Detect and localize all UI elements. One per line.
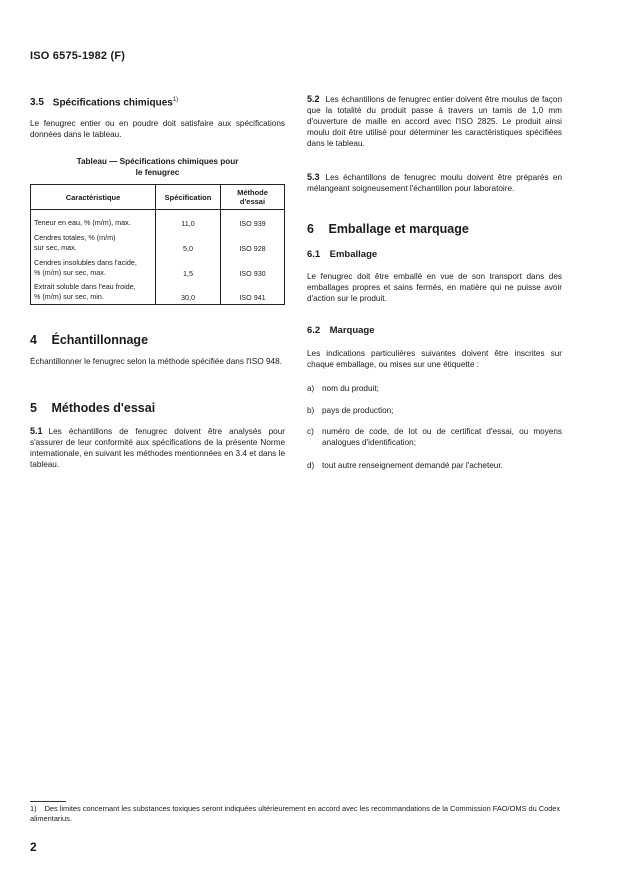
section-number: 4	[30, 333, 37, 347]
section-number: 5.1	[30, 426, 43, 436]
characteristic-line-1: Teneur en eau, % (m/m), max.	[34, 217, 131, 227]
section-4-heading	[30, 333, 285, 347]
section-number: 5	[30, 401, 37, 415]
cell-method: ISO 941	[221, 278, 285, 305]
list-item-text: pays de production;	[322, 406, 394, 415]
section-title: Emballage	[329, 249, 378, 260]
section-6-2-heading	[307, 325, 562, 336]
characteristic-line-1: Extrait soluble dans l'eau froide,	[34, 282, 136, 291]
cell-specification: 30,0	[156, 278, 221, 305]
section-6-heading	[307, 222, 562, 236]
table-row	[31, 210, 285, 228]
cell-characteristic	[31, 228, 156, 253]
cell-method: ISO 930	[221, 253, 285, 278]
column-header-specification: Spécification	[156, 185, 221, 210]
section-6-1-text: Le fenugrec doit être emballé en vue de son transport dans des emballages propres et sains fermés, en matière qui ne puisse avoir d'action sur le produit.	[307, 272, 562, 303]
characteristic-line-1: Cendres totales, % (m/m)	[34, 232, 116, 242]
cell-characteristic	[31, 253, 156, 278]
section-6-1-heading	[307, 249, 562, 260]
column-header-method: Méthode d'essai	[221, 185, 285, 210]
section-3-5-heading	[30, 97, 285, 108]
footnote-text: Des limites concernant les substances toxiques seront indiquées ultérieurement en accord avec les recommandations de la Commission FAO/OMS du Codex alimentarius.	[30, 804, 561, 823]
section-5-heading	[30, 401, 285, 415]
list-item-label: d)	[307, 461, 315, 470]
footnote	[30, 804, 590, 824]
list-item-text: nom du produit;	[322, 384, 379, 393]
cell-method: ISO 928	[221, 228, 285, 253]
section-number: 6	[307, 222, 314, 236]
section-6-2-text: Les indications particulières suivantes doivent être inscrites sur chaque emballage, ou mises sur une étiquette :	[307, 349, 562, 369]
list-item-label: b)	[307, 406, 315, 415]
page-number: 2	[30, 840, 37, 854]
section-5-1-text	[30, 426, 285, 470]
table-row	[31, 253, 285, 278]
footnote-mark: 1)	[30, 804, 37, 813]
section-title: Emballage et marquage	[328, 222, 469, 236]
section-5-2-text	[307, 94, 562, 149]
footnote-rule	[30, 801, 66, 802]
list-item-text: numéro de code, de lot ou de certificat d'essai, ou moyens analogues d'identification;	[322, 427, 562, 447]
section-number: 6.2	[307, 325, 321, 336]
list-item	[307, 405, 562, 417]
table-row	[31, 278, 285, 305]
footnote-reference: 1)	[172, 97, 179, 103]
paragraph-text: Les échantillons de fenugrec doivent être analysés pour s'assurer de leur conformité aux spécifications de la présente Norme internationale, en suivant les méthodes mentionnées en 3.4 et dans le tableau.	[30, 427, 285, 469]
section-4-text: Échantillonner le fenugrec selon la méthode spécifiée dans l'ISO 948.	[30, 357, 282, 366]
section-5-3-text	[307, 172, 562, 194]
section-number: 5.2	[307, 94, 320, 104]
paragraph-text: Les échantillons de fenugrec moulu doivent être préparés en mélangeant soigneusement l'échantillon pour laboratoire.	[307, 173, 562, 193]
section-3-5-text: Le fenugrec entier ou en poudre doit satisfaire aux spécifications données dans le tableau.	[30, 119, 285, 139]
document-header: ISO 6575-1982 (F)	[30, 50, 126, 62]
cell-specification: 5,0	[156, 228, 221, 253]
section-number: 6.1	[307, 249, 321, 260]
list-item	[307, 426, 562, 450]
section-number: 3.5	[30, 97, 44, 109]
characteristic-line-2: sur sec, max.	[34, 242, 77, 252]
cell-method: ISO 939	[221, 210, 285, 228]
table-caption-line-1: Tableau — Spécifications chimiques pour	[76, 157, 239, 166]
table-header-row	[31, 185, 285, 210]
cell-specification: 1,5	[156, 253, 221, 278]
section-title: Marquage	[329, 325, 375, 336]
cell-characteristic	[31, 278, 156, 305]
section-title: Échantillonnage	[51, 333, 149, 347]
cell-characteristic	[31, 210, 156, 228]
list-item	[307, 460, 562, 472]
table-row	[31, 228, 285, 253]
list-item-text: tout autre renseignement demandé par l'acheteur.	[322, 461, 503, 470]
table-caption-line-2: le fenugrec	[135, 168, 180, 177]
specifications-table	[30, 184, 285, 305]
list-item	[307, 383, 562, 395]
table-caption	[30, 156, 285, 178]
section-number: 5.3	[307, 172, 320, 182]
section-title: Spécifications chimiques	[52, 97, 173, 109]
list-item-label: a)	[307, 384, 315, 393]
characteristic-line-1: Cendres insolubles dans l'acide,	[34, 257, 137, 267]
cell-specification: 11,0	[156, 210, 221, 228]
characteristic-line-2: % (m/m) sur sec, min.	[34, 292, 104, 301]
characteristic-line-2: % (m/m) sur sec, max.	[34, 267, 106, 277]
list-item-label: c)	[307, 427, 314, 436]
column-header-characteristic: Caractéristique	[31, 185, 156, 210]
paragraph-text: Les échantillons de fenugrec entier doivent être moulus de façon que la totalité du produit passe à travers un tamis de 1,0 mm d'ouverture de maille en accord avec l'ISO 2825. Le produit ainsi moulu doit être utilisé pour déterminer les caractéristiques spécifiées dans le tableau.	[307, 95, 562, 148]
section-title: Méthodes d'essai	[51, 401, 156, 415]
